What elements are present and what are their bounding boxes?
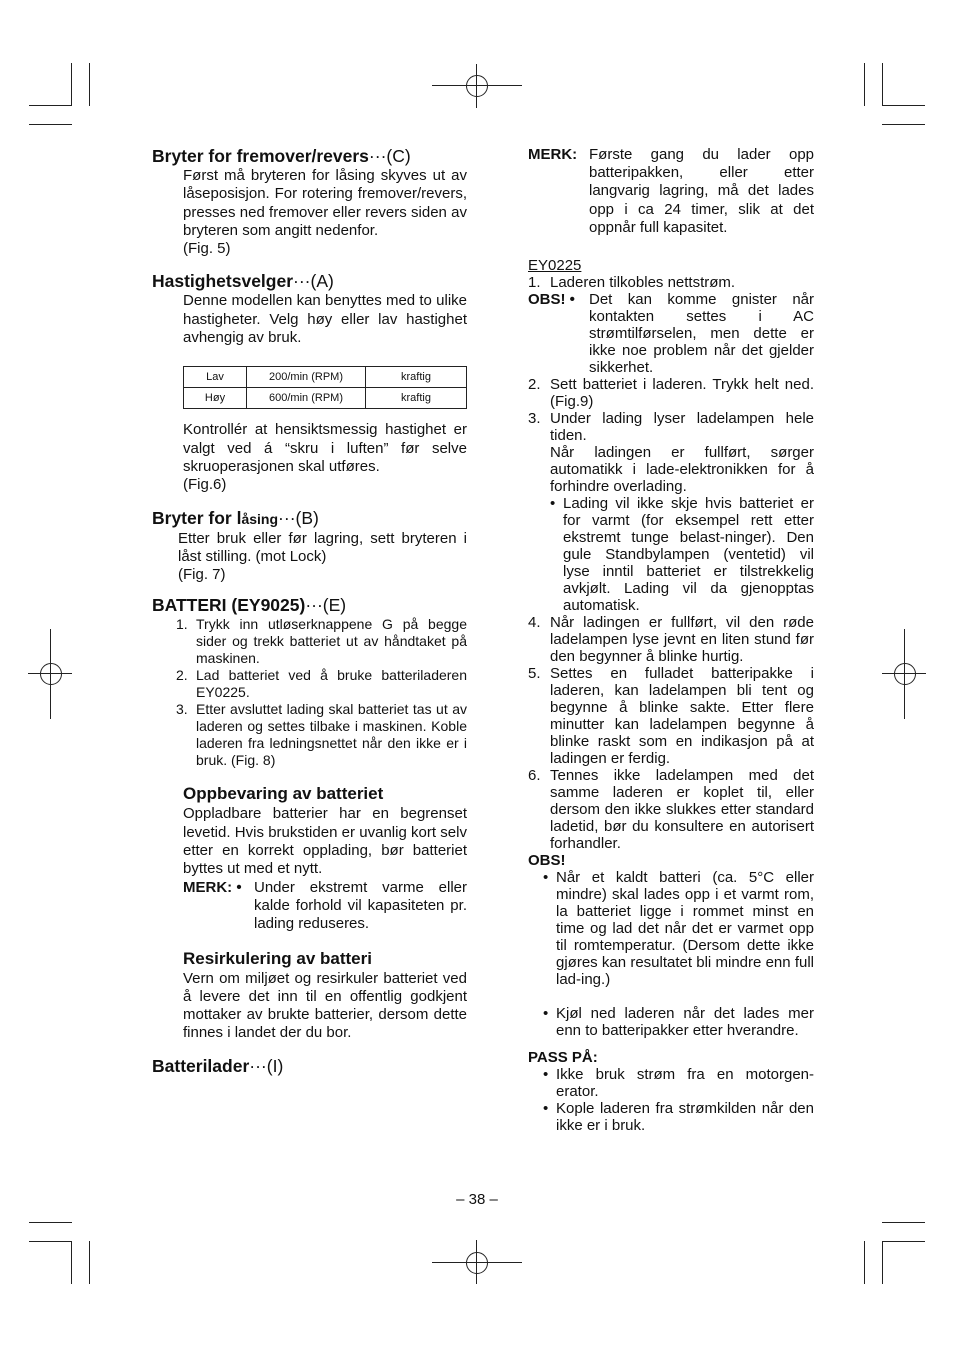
left-column (152, 145, 467, 1077)
table-row (184, 367, 467, 388)
list-item: 1. Laderen tilkobles nettstrøm. (528, 274, 736, 292)
list-item: 4. Når ladingen er fullført, vil den røde ladelampen lyse jevnt en liten stund før den begynner å blinke hurtig. (528, 614, 814, 666)
table-cell: 600/min (RPM) (247, 388, 366, 409)
list-item: • Kjøl ned laderen når det lades mer enn to batteripakker etter hverandre. (543, 1005, 814, 1040)
registration-mark-left (28, 629, 72, 719)
section-heading-charger: Batterilader···(I) (152, 1055, 284, 1076)
list-item: • Ikke bruk strøm fra en motorgen-erator. (543, 1066, 814, 1101)
registration-mark-bottom (432, 1240, 522, 1284)
list-item: 2. Sett batteriet i laderen. Trykk helt ned. (Fig.9) (528, 376, 814, 411)
forward-reverse-fig: (Fig. 5) (183, 240, 231, 258)
lock-switch-fig: (Fig. 7) (178, 566, 226, 584)
table-cell: kraftig (366, 388, 467, 409)
section-heading-lock-switch: Bryter for låsing···(B) (152, 507, 319, 528)
table-cell: Lav (184, 367, 247, 388)
speed-selector-text: Denne modellen kan benyttes med to ulike hastigheter. Velg høy eller lav hastighet avhengig av bruk. (183, 292, 467, 347)
forward-reverse-text: Først må bryteren for låsing skyves ut av låseposisjon. For rotering fremover/revers, presses ned fremover eller revers siden av bryteren som angitt nedenfor. (183, 167, 467, 239)
speed-table (183, 366, 467, 409)
list-item: • Når et kaldt batteri (ca. 5°C eller mindre) skal lades opp i et varmt rom, la batteriet ligge i rommet minst en time og lad det når det er varmet opp til romtemperatur. (Dersom dette ikke gjøres kan resultatet bli mindre enn full lad-ing.) (543, 869, 814, 989)
page-number: – 38 – (456, 1191, 498, 1208)
list-item: 1. Trykk inn utløserknappene G på begge sider og trekk batteriet ut av håndtaket på maskinen. (176, 616, 467, 667)
section-heading-forward-reverse: Bryter for fremover/revers···(C) (152, 146, 411, 166)
obs-spark-note: OBS! • Det kan komme gnister når kontakten settes i AC strømtilførselen, men dette er ikke noe problem når det gjelder sikkerhet. (528, 291, 814, 377)
list-item: • Kople laderen fra strømkilden når den ikke er i bruk. (543, 1100, 814, 1135)
right-column (528, 146, 814, 1134)
table-row (184, 388, 467, 409)
first-charge-note: MERK: Første gang du lader opp batteripakken, eller etter langvarig lagring, må det lades opp i ca 24 timer, slik at det oppnår full kapasitet. (528, 146, 814, 236)
section-heading-speed-selector: Hastighetsvelger···(A) (152, 271, 334, 292)
table-cell: Høy (184, 388, 247, 409)
battery-storage-text: Oppladbare batterier har en begrenset levetid. Hvis brukstiden er uvanlig kort selv etter en korrekt opplading, bør batteriet byttes ut med et nytt. (183, 805, 467, 878)
speed-check-text: Kontrollér at hensiktsmessig hastighet er valgt ved á “skru i luften” før selve skruoperasjonen skal utføres. (183, 421, 467, 475)
section-heading-battery-storage: Oppbevaring av batteriet (183, 784, 384, 804)
list-item: 5. Settes en fulladet batteripakke i laderen, kan ladelampen bli tent og begynne å blinke sakte. Etter flere minutter kan ladelampen begynne å blinke raskt som en indikasjon på at ladingen er ferdig. (528, 665, 814, 768)
list-item: 6. Tennes ikke ladelampen med det samme laderen er koplet til, eller dersom den ikke slukkes etter standard ladetid, bør du konsultere en autorisert forhandler. (528, 767, 814, 853)
battery-storage-note: MERK: • Under ekstremt varme eller kalde forhold vil kapasiteten pr. lading reduseres. (183, 878, 467, 933)
list-item: 2. Lad batteriet ved å bruke batteriladeren EY0225. (176, 667, 467, 701)
caution-label: PASS PÅ: (528, 1049, 598, 1067)
overcharge-protection-text: Når ladingen er fullført, sørger automatikk i lade-elektronikken for å forhindre overlading. (550, 444, 814, 496)
speed-fig: (Fig.6) (183, 476, 227, 494)
list-item: 3. Under lading lyser ladelampen hele tiden. (528, 410, 814, 445)
list-item: • Lading vil ikke skje hvis batteriet er for varmt (for eksempel rett etter ekstremt tunge belast-ninger). Den gule Standbylampen (ventetid) vil lyse inntil batteriet er tilstrekkelig avkjølt. Lading vil da gjenopptas automatisk. (550, 495, 814, 615)
lock-switch-text: Etter bruk eller før lagring, sett bryteren i låst stilling. (mot Lock) (178, 529, 467, 565)
list-item: 3. Etter avsluttet lading skal batteriet tas ut av laderen og settes tilbake i maskinen. Koble laderen fra ledningsnettet når den ikke er i bruk. (Fig. 8) (176, 701, 467, 769)
registration-mark-right (882, 629, 926, 719)
battery-steps-list (152, 616, 467, 769)
charger-model: EY0225 (528, 257, 582, 275)
registration-mark-top (432, 64, 522, 108)
section-heading-battery-recycling: Resirkulering av batteri (183, 948, 372, 968)
obs-label: OBS! (528, 852, 566, 870)
section-heading-battery: BATTERI (EY9025)···(E) (152, 595, 347, 616)
table-cell: 200/min (RPM) (247, 367, 366, 388)
table-cell: kraftig (366, 367, 467, 388)
battery-recycling-text: Vern om miljøet og resirkuler batteriet ved å levere det inn til en offentlig godkjent mottaker av brukte batterier, dersom dette finnes i landet der du bor. (183, 969, 467, 1042)
